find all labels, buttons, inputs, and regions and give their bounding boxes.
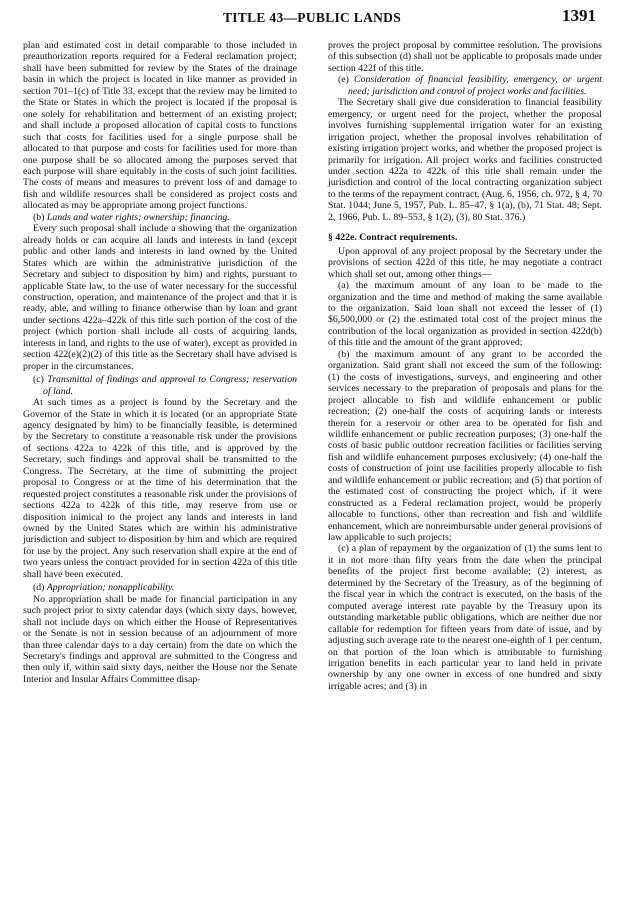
running-header-title: TITLE 43—PUBLIC LANDS xyxy=(222,10,402,25)
right-column xyxy=(328,40,602,692)
subsection-heading xyxy=(328,74,602,97)
paragraph: Upon approval of any project proposal by the Secretary under the provisions of section 422d of this title, he may negotiate a contract which shall set out, among other things— xyxy=(328,245,602,280)
subsection-letter: (b) xyxy=(33,211,45,223)
paragraph: (a) the maximum amount of any loan to be made to the organization and the time and method of making the same available to the organization. Said loan shall not exceed the lesser of (1) $6,500,000 or (2) the estimated total cost of the project minus the contribution of the local organization as provided in section 422d(b) of this title and the amount of the grant approved; xyxy=(328,280,602,349)
subsection-title: Transmittal of findings and approval to Congress; reservation of land. xyxy=(43,374,297,397)
paragraph: The Secretary shall give due consideration to financial feasibility emergency, or urgent need for the project, whether the proposal involves furnishing supplemental irrigation water for an existing irrigation project, whether the proposal involves rehabilitation of existing irrigation project works, and whether the proposed project is primarily for irrigation. All project works and facilities constructed under section 422a to 422k of this title shall remain under the jurisdiction and control of the local contracting organization subject to the terms of the repayment contract. (Aug. 6, 1956, ch. 972, § 4, 70 Stat. 1044; June 5, 1957, Pub. L. 85–47, § 1(a), (b), 71 Stat. 48; Sept. 2, 1966, Pub. L. 89–553, § 1(2), (3), 80 Stat. 376.) xyxy=(328,97,602,223)
subsection-heading xyxy=(23,212,297,223)
page-number: 1391 xyxy=(562,6,596,25)
left-column xyxy=(23,40,297,685)
paragraph: plan and estimated cost in detail comparable to those included in preauthorization reports required for a Federal reclamation project; shall have been submitted for review by the States of the drainage basin in which the project is located in like manner as provided in section 701–1(c) of Title 33, except that the review may be limited to the State or States in which the project is located if the proposal is one solely for rehabilitation and betterment of an existing project; and shall include a proposed allocation of capital costs to functions such that costs for facilities used for a single purpose shall be allocated to that purpose and costs for facilities used for more than one purpose shall be so allocated among the purposes served that each purpose will share equitably in the costs of such joint facilities. The costs of means and measures to prevent loss of and damage to fish and wildlife resources shall be considered as project costs and allocated as may be appropriate among project functions. xyxy=(23,40,297,212)
section-heading: § 422e. Contract requirements. xyxy=(328,232,458,244)
subsection-letter: (e) xyxy=(338,74,349,86)
paragraph: Every such proposal shall include a showing that the organization already holds or can acquire all lands and interests in land (except public and other lands and interests in land owned by the United States which are within the administrative jurisdiction of the Secretary and subject to disposition by him) and rights, pursuant to applicable State law, to the use of water necessary for the successful construction, operation, and maintenance of the project and that it is ready, able, and willing to finance otherwise than by loan and grant under sections 422a–422k of this title such portion of the cost of the project (which portion shall include all costs of acquiring lands, interests in land, and rights to the use of water), except as provided in section 422(e)(2)(2) of this title as the Secretary shall have advised is proper in the circumstances. xyxy=(23,223,297,372)
paragraph: proves the project proposal by committee resolution. The provisions of this subsection (d) shall not be applicable to proposals made under section 422f of this title. xyxy=(328,40,602,74)
paragraph: No appropriation shall be made for financial participation in any such project prior to sixty calendar days (which sixty days, however, shall not include days on which either the House of Representatives or the Senate is not in session because of an adjournment of more than three calendar days to a day certain) from the date on which the Secretary's findings and approval are submitted to the Congress and then only if, within said sixty days, neither the House nor the Senate Interior and Insular Affairs Committee disap- xyxy=(23,593,297,685)
subsection-title: Consideration of financial feasibility, emergency, or urgent need; jurisdiction and control of project works and facilities. xyxy=(348,74,602,97)
paragraph: (b) the maximum amount of any grant to be accorded the organization. Said grant shall not exceed the sum of the following: (1) the costs of investigations, surveys, and engineering and other services necessary to the preparation of proposals and plans for the project allocable to fish and wildlife enhancement or public recreation; (2) one-half the costs of acquiring lands or interests therein for a reservoir or other area to be operated for fish and wildlife enhancement or public recreation purposes; (3) one-half the costs of basic public outdoor recreation facilities or facilities serving fish and wildlife enhancement purposes exclusively; (4) one-half the costs of construction of joint use facilities properly allocable to fish and wildlife enhancement or public recreation; and (5) that portion of the estimated cost of constructing the project which, if it were constructed as a Federal reclamation project, would be properly allocable to functions, other than recreation and fish and wildlife enhancement, which are nonreimbursable under general provisions of law applicable to such projects; xyxy=(328,348,602,544)
subsection-letter: (d) xyxy=(33,582,45,594)
paragraph: (c) a plan of repayment by the organization of (1) the sums lent to it in not more than fifty years from the date when the principal benefits of the project first become available; (2) interest, as determined by the Secretary of the Treasury, as of the beginning of the fiscal year in which the contract is executed, on the basis of the computed average interest rate payable by the Treasury upon its outstanding marketable public obligations, which are neither due nor callable for redemption for fifteen years from date of issue, and by adjusting such average rate to the nearest one-eighth of 1 per centum, on that portion of the loan which is attributable to furnishing irrigation benefits in each particular year to land held in private ownership by any one owner in excess of one hundred and sixty irrigable acres; and (3) in xyxy=(328,543,602,692)
subsection-title: Appropriation; nonapplicability. xyxy=(46,582,175,594)
subsection-letter: (c) xyxy=(33,374,44,386)
paragraph: At such times as a project is found by the Secretary and the Governor of the State in which it is located (or an appropriate State agency designated by him) to be financially feasible, is determined by the Secretary to constitute a reasonable risk under the provisions of sections 422a to 422k of this title, and is approved by the Secretary, such findings and approval shall be transmitted to the Congress. The Secretary, at the time of submitting the project proposal to Congress or at the time of his determination that the requested project constitutes a reasonable risk under the provisions of sections 422a to 422k of this title, may reserve from use or disposition inimical to the project any lands and interests in land owned by the United States which are within his administrative jurisdiction and subject to disposition by him and which are required for use by the project. Any such reservation shall expire at the end of two years unless the contract provided for in section 422a of this title shall have been executed. xyxy=(23,397,297,580)
subsection-title: Lands and water rights; ownership; financing. xyxy=(46,211,230,223)
subsection-heading xyxy=(23,374,297,397)
subsection-heading xyxy=(23,582,297,593)
